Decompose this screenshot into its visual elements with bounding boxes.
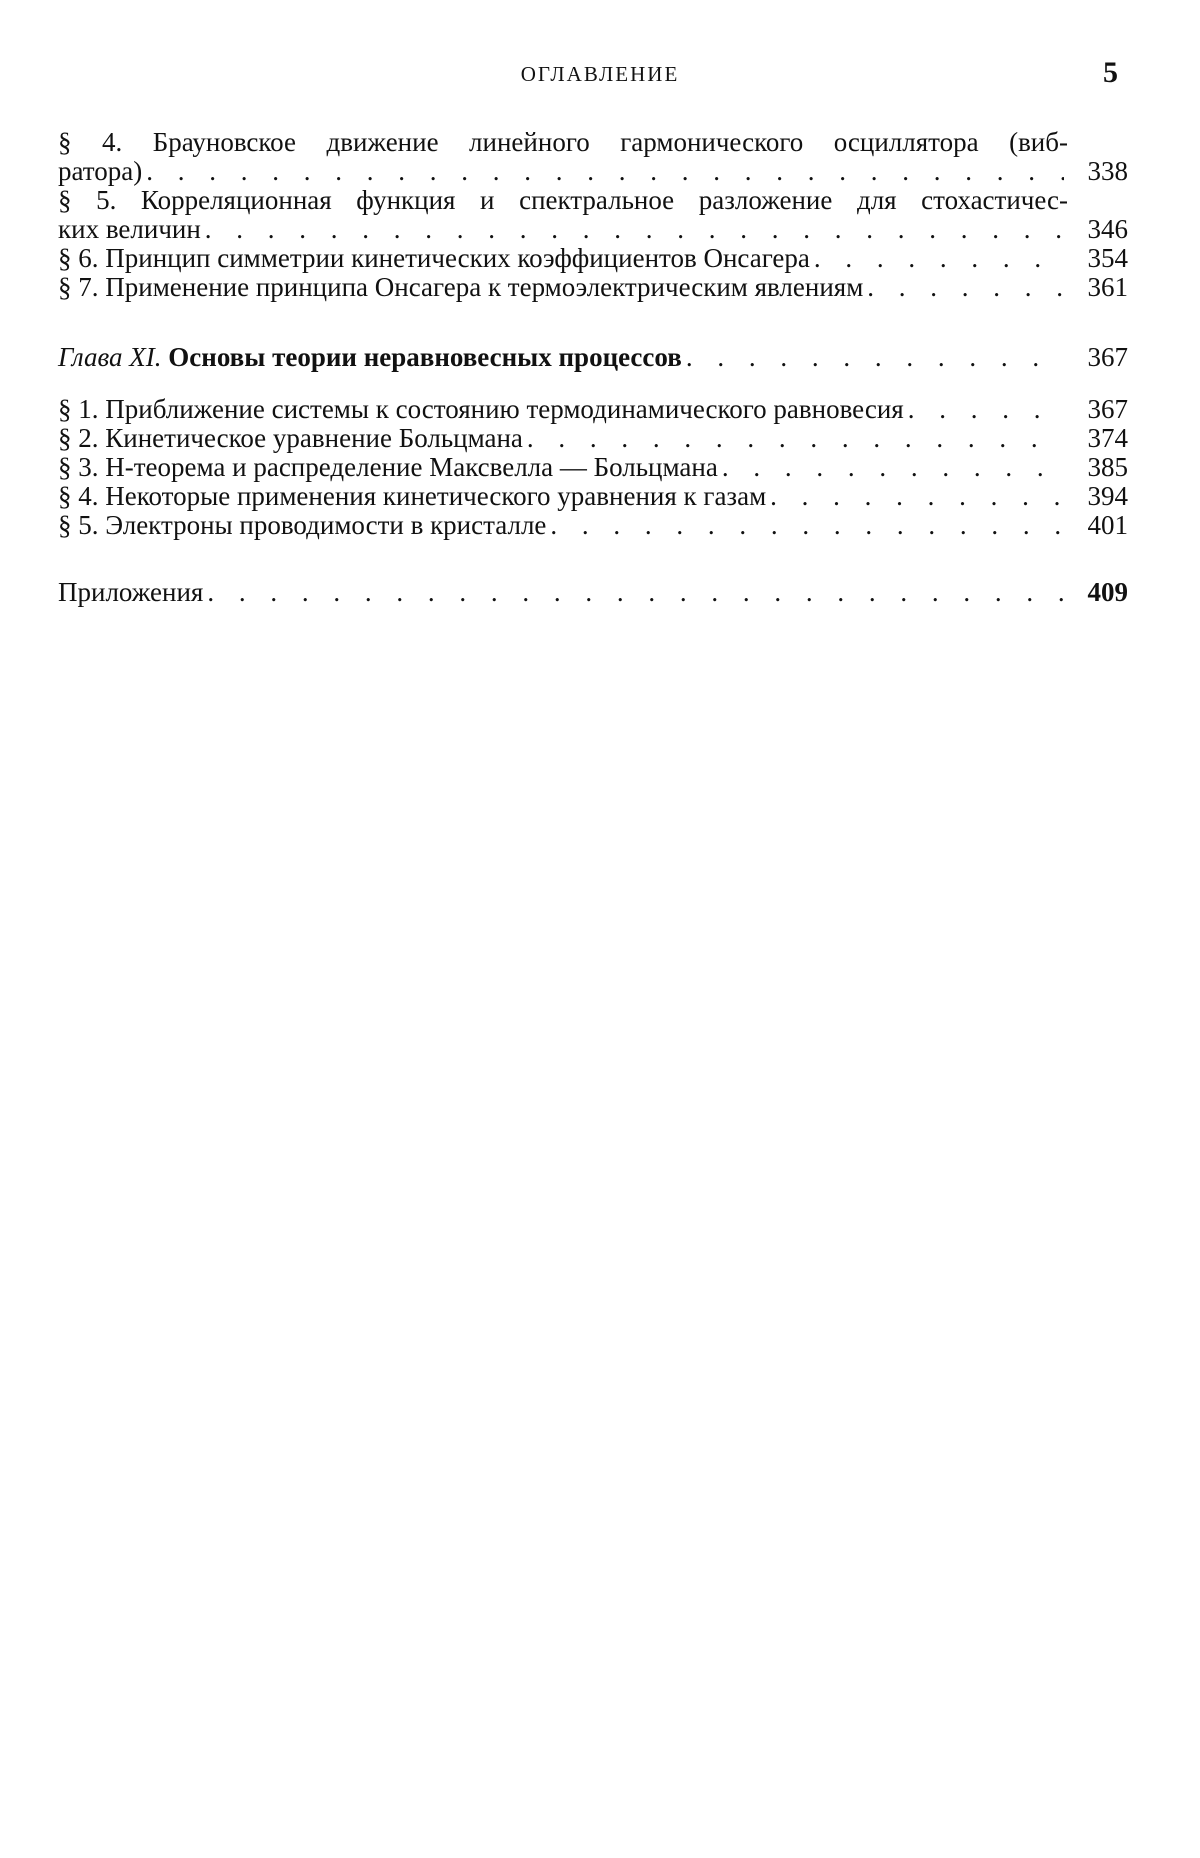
toc-entry[interactable] — [58, 424, 1128, 453]
dot-leader — [146, 157, 1064, 186]
toc-page-number: 409 — [1087, 577, 1128, 607]
toc-page-number: 367 — [1087, 394, 1128, 424]
toc-entry[interactable] — [58, 511, 1128, 540]
toc-entry[interactable] — [58, 273, 1128, 302]
toc-page-number: 346 — [1087, 214, 1128, 244]
dot-leader — [908, 395, 1064, 424]
toc-entry-text: § 7. Применение принципа Онсагера к термоэлектрическим явлениям — [58, 272, 864, 302]
chapter-title: Основы теории неравновесных процессов — [168, 342, 682, 372]
page-header — [0, 56, 1200, 96]
toc-entry-text: § 1. Приближение системы к состоянию термодинамического равновесия — [58, 394, 904, 424]
dot-leader — [207, 578, 1064, 607]
toc-page-number: 354 — [1087, 243, 1128, 273]
chapter-label: Глава XI. — [58, 342, 162, 372]
dot-leader — [527, 424, 1064, 453]
dot-leader — [867, 273, 1064, 302]
dot-leader — [686, 343, 1064, 372]
toc-entry[interactable] — [58, 128, 1128, 186]
toc-entry-line: ких величин — [58, 214, 201, 244]
dot-leader — [770, 482, 1064, 511]
toc-appendix[interactable] — [58, 578, 1128, 607]
toc-entry-text: § 3. H-теорема и распределение Максвелла — Больцмана — [58, 452, 718, 482]
toc-page-number: 338 — [1087, 156, 1128, 186]
toc-page-number: 374 — [1087, 423, 1128, 453]
toc-entry-text: Приложения — [58, 577, 204, 607]
toc-entry-line: § 5. Корреляционная функция и спектральное разложение для стохастичес- — [58, 185, 1068, 215]
toc-page-number: 367 — [1087, 342, 1128, 372]
toc-entry-text: § 6. Принцип симметрии кинетических коэффициентов Онсагера — [58, 243, 810, 273]
running-title: ОГЛАВЛЕНИЕ — [520, 62, 680, 86]
dot-leader — [722, 453, 1064, 482]
toc-entry[interactable] — [58, 482, 1128, 511]
toc-entry-text: § 5. Электроны проводимости в кристалле — [58, 510, 547, 540]
toc-entry[interactable] — [58, 395, 1128, 424]
toc-entry-line: ратора) — [58, 156, 143, 186]
toc-chapter[interactable] — [58, 343, 1128, 372]
toc-page-number: 401 — [1087, 510, 1128, 540]
dot-leader — [550, 511, 1064, 540]
toc-entry-line: § 4. Брауновское движение линейного гармонического осциллятора (виб- — [58, 127, 1068, 157]
toc-entry[interactable] — [58, 453, 1128, 482]
toc-entry-text: § 2. Кинетическое уравнение Больцмана — [58, 423, 523, 453]
toc-page-number: 394 — [1087, 481, 1128, 511]
toc-page-number: 385 — [1087, 452, 1128, 482]
toc-entry[interactable] — [58, 244, 1128, 273]
page-number: 5 — [1103, 56, 1118, 89]
dot-leader — [205, 215, 1064, 244]
toc-page-number: 361 — [1087, 272, 1128, 302]
dot-leader — [814, 244, 1064, 273]
toc-entry[interactable] — [58, 186, 1128, 244]
toc-entry-text: § 4. Некоторые применения кинетического уравнения к газам — [58, 481, 767, 511]
